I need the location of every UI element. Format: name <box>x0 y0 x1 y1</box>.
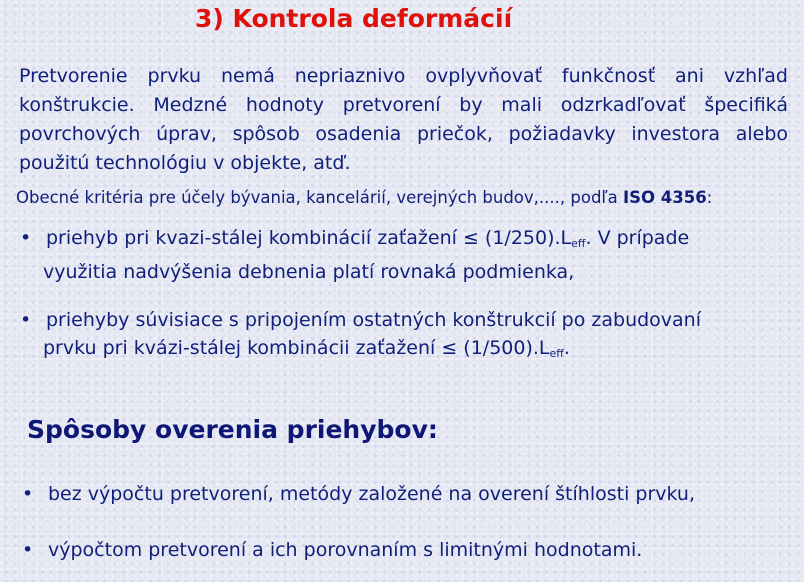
criteria-item-1 <box>20 224 689 286</box>
criteria-line <box>16 188 712 207</box>
page-title: 3) Kontrola deformácií <box>195 4 513 33</box>
criteria-item-1-line1-end: . V prípade <box>585 227 690 249</box>
method-item-2-text: výpočtom pretvorení a ich porovnaním s limitnými hodnotami. <box>48 539 643 561</box>
criteria-item-2-line2-end: . <box>563 337 570 359</box>
criteria-text: Obecné kritéria pre účely bývania, kancelárií, verejných budov,...., podľa <box>16 188 623 207</box>
bullet-icon: • <box>22 483 34 505</box>
method-item-2 <box>22 539 642 561</box>
criteria-item-2-line2: prvku pri kvázi-stálej kombinácii zaťažení ≤ (1/500).L <box>43 337 550 359</box>
criteria-item-1-subscript: eff <box>571 237 586 250</box>
criteria-item-2-line1: priehyby súvisiace s pripojením ostatných konštrukcií po zabudovaní <box>46 309 701 331</box>
bullet-icon: • <box>22 539 34 561</box>
methods-heading: Spôsoby overenia priehybov: <box>27 415 438 444</box>
criteria-item-2-subscript: eff <box>549 347 564 360</box>
criteria-item-2-line2-wrap <box>20 334 701 368</box>
intro-paragraph: Pretvorenie prvku nemá nepriaznivo ovplyvňovať funkčnosť ani vzhľad konštrukcie. Medzné hodnoty pretvorení by mali odzrkadľovať špecifiká povrchových úprav, spôsob osadenia priečok, požiadavky investora alebo použitú technológiu v objekte, atď. <box>19 65 788 174</box>
bullet-icon: • <box>20 309 32 331</box>
bullet-icon: • <box>20 227 32 249</box>
criteria-suffix: : <box>706 188 713 207</box>
criteria-standard: ISO 4356 <box>622 188 707 207</box>
method-item-1-text: bez výpočtu pretvorení, metódy založené na overení štíhlosti prvku, <box>48 483 696 505</box>
criteria-item-1-line2: využitia nadvýšenia debnenia platí rovnaká podmienka, <box>43 261 575 283</box>
method-item-1 <box>22 483 695 505</box>
criteria-item-2 <box>20 306 701 368</box>
criteria-item-1-line1: priehyb pri kvazi-stálej kombinácií zaťažení ≤ (1/250).L <box>46 227 572 249</box>
